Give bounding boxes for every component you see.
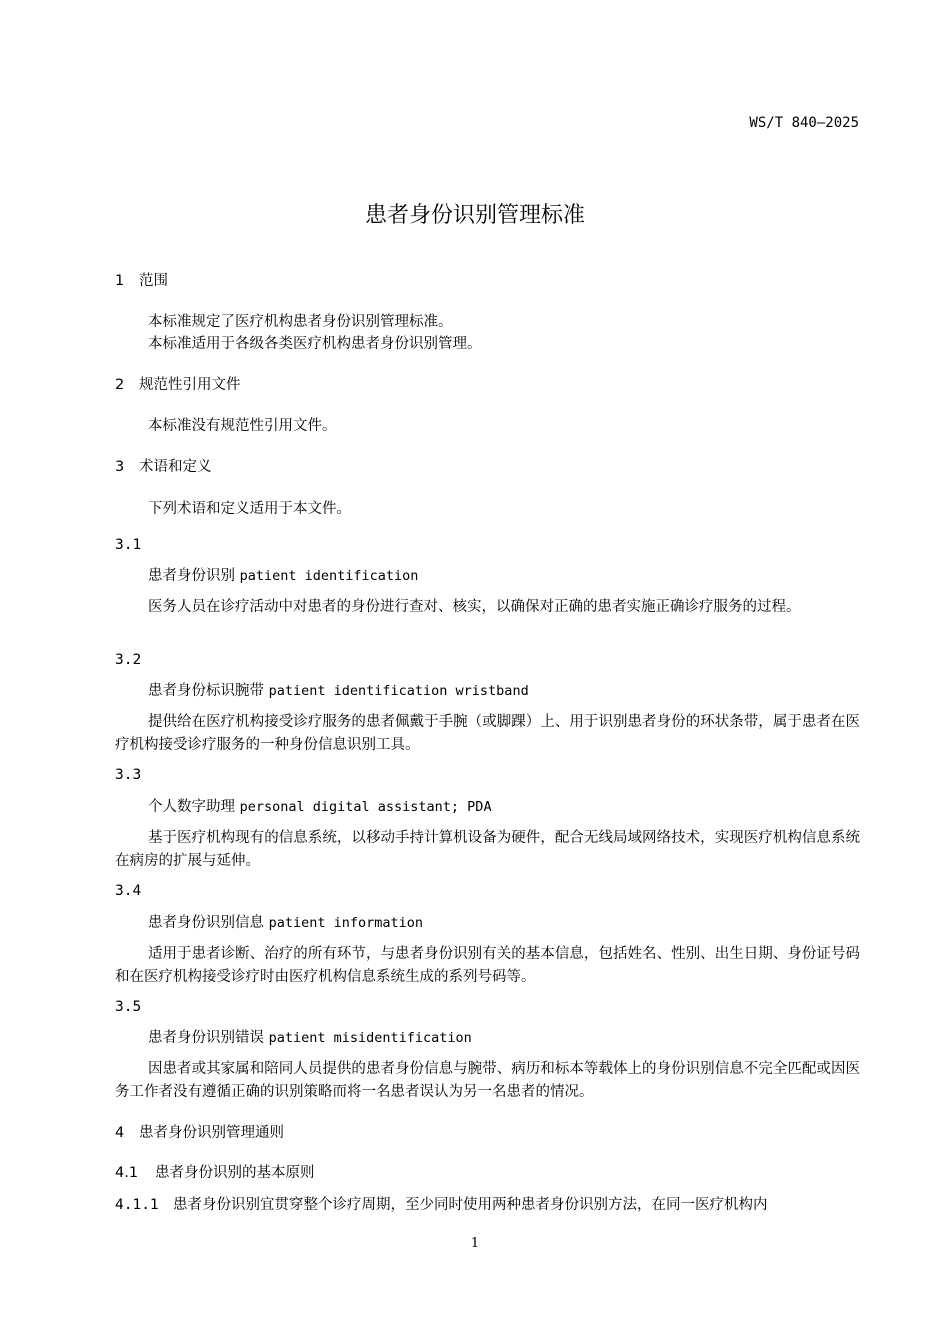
section-1-paragraph-2: 本标准适用于各级各类医疗机构患者身份识别管理。 (148, 336, 482, 352)
term-3-1-number: 3.1 (115, 537, 142, 553)
term-3-2-definition: 提供给在医疗机构接受诊疗服务的患者佩戴于手腕（或脚踝）上、用于识别患者身份的环状条带，属于患者在医疗机构接受诊疗服务的一种身份信息识别工具。 (115, 714, 860, 753)
term-zh: 患者身份识别错误 (148, 1030, 264, 1046)
term-3-1-definition: 医务人员在诊疗活动中对患者的身份进行查对、核实，以确保对正确的患者实施正确诊疗服务的过程。 (148, 599, 801, 615)
section-title: 规范性引用文件 (139, 377, 241, 393)
term-3-4-definition: 适用于患者诊断、治疗的所有环节，与患者身份识别有关的基本信息，包括姓名、性别、出生日期、身份证号码和在医疗机构接受诊疗时由医疗机构信息系统生成的系列号码等。 (115, 946, 860, 985)
term-en: patient identification (239, 568, 419, 584)
clause-4-1-1 (115, 1194, 860, 1216)
section-4-1-heading (115, 1162, 860, 1184)
term-3-2-number: 3.2 (115, 652, 142, 668)
term-3-5-title (148, 1027, 860, 1049)
term-3-2-title (148, 680, 860, 702)
section-3-intro: 下列术语和定义适用于本文件。 (148, 501, 351, 517)
section-number: 4 (115, 1125, 125, 1141)
term-zh: 患者身份标识腕带 (148, 683, 264, 699)
section-title: 范围 (139, 273, 168, 289)
document-code: WS/T 840—2025 (749, 115, 859, 131)
term-en: patient identification wristband (268, 683, 529, 699)
term-zh: 患者身份识别信息 (148, 915, 264, 931)
section-title: 患者身份识别的基本原则 (155, 1165, 315, 1181)
section-title: 患者身份识别管理通则 (139, 1125, 284, 1141)
section-2-heading (115, 374, 860, 396)
section-1-paragraph-1: 本标准规定了医疗机构患者身份识别管理标准。 (148, 314, 453, 330)
section-4-heading (115, 1122, 860, 1144)
term-3-3-definition: 基于医疗机构现有的信息系统，以移动手持计算机设备为硬件，配合无线局域网络技术，实现医疗机构信息系统在病房的扩展与延伸。 (115, 830, 860, 869)
term-3-4-title (148, 912, 860, 934)
term-3-4-number: 3.4 (115, 883, 142, 899)
term-3-5-definition: 因患者或其家属和陪同人员提供的患者身份信息与腕带、病历和标本等载体上的身份识别信息不完全匹配或因医务工作者没有遵循正确的识别策略而将一名患者误认为另一名患者的情况。 (115, 1061, 860, 1100)
term-zh: 个人数字助理 (148, 799, 235, 815)
document-title: 患者身份识别管理标准 (364, 203, 585, 228)
clause-text: 患者身份识别宜贯穿整个诊疗周期，至少同时使用两种患者身份识别方法，在同一医疗机构内 (173, 1197, 768, 1213)
section-number: 4.1 (115, 1165, 139, 1181)
term-zh: 患者身份识别 (148, 568, 235, 584)
term-3-3-title (148, 796, 860, 818)
section-number: 3 (115, 459, 125, 475)
term-3-5-number: 3.5 (115, 999, 142, 1015)
section-number: 1 (115, 273, 125, 289)
term-en: patient information (268, 915, 424, 931)
page-number: 1 (470, 1236, 480, 1251)
term-en: personal digital assistant; PDA (239, 799, 492, 815)
clause-number: 4.1.1 (115, 1197, 159, 1213)
term-3-1-title (148, 565, 860, 587)
term-en: patient misidentification (268, 1030, 472, 1046)
section-number: 2 (115, 377, 125, 393)
term-3-3-number: 3.3 (115, 767, 142, 783)
section-3-heading (115, 456, 860, 478)
section-1-heading (115, 270, 860, 292)
section-2-paragraph: 本标准没有规范性引用文件。 (148, 418, 337, 434)
section-title: 术语和定义 (139, 459, 212, 475)
